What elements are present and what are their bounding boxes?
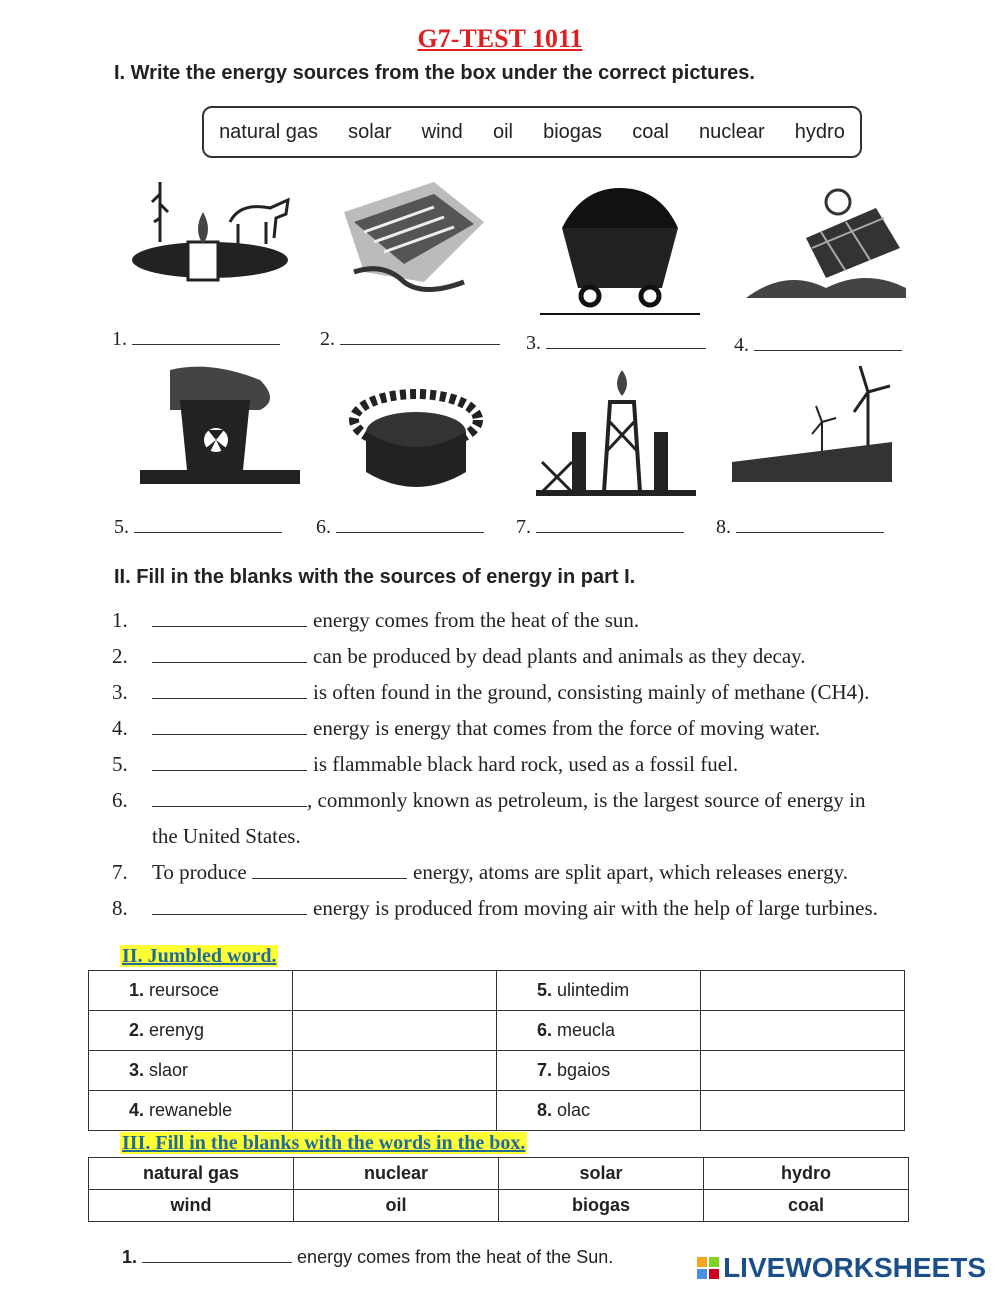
item-number: 6. [112,788,128,812]
box-word: oil [492,120,513,143]
box-word: nuclear [294,1158,499,1190]
item-number: 3. [112,680,128,704]
fill-item [112,746,932,782]
jumbled-heading: II. Jumbled word. [122,945,277,967]
box-word: wind [421,120,463,143]
table-row [89,1051,905,1091]
logo-icon [697,1257,719,1279]
box-word: wind [89,1190,294,1222]
answer-blank[interactable] [754,332,902,351]
fill-item [112,890,932,926]
answer-cell[interactable] [293,1011,497,1051]
answer-line [526,330,706,355]
jumbled-table [88,970,905,1131]
jumbled-word: 1. reursoce [89,971,293,1011]
item-number: 8. [112,896,128,920]
jumbled-word: 3. slaor [89,1051,293,1091]
jumbled-word: 8. olac [497,1091,701,1131]
answer-blank[interactable] [134,514,282,533]
answer-blank[interactable] [142,1246,292,1263]
item-number: 2. [112,644,128,668]
answer-cell[interactable] [701,971,905,1011]
item-text: energy comes from the heat of the sun. [313,608,640,632]
box-word: nuclear [699,120,765,143]
liveworksheets-logo[interactable] [697,1252,986,1284]
box-word: hydro [704,1158,909,1190]
table-row [89,1190,909,1222]
answer-blank[interactable] [152,750,307,771]
item-text: energy, atoms are split apart, which releases energy. [413,860,849,884]
hydro-dam-picture [334,172,494,312]
answer-number: 3. [526,332,541,354]
box-word: coal [632,120,669,143]
answer-line [114,514,282,539]
item-text: energy comes from the heat of the Sun. [297,1247,614,1267]
box-word: solar [348,120,392,143]
answer-blank[interactable] [152,894,307,915]
answer-blank[interactable] [132,326,280,345]
item-number: 7. [112,860,128,884]
answer-cell[interactable] [293,1051,497,1091]
answer-cell[interactable] [293,971,497,1011]
answer-blank[interactable] [152,786,307,807]
answer-blank[interactable] [546,330,706,349]
jumbled-word: 5. ulintedim [497,971,701,1011]
answer-line [716,514,884,539]
answer-blank[interactable] [252,858,407,879]
answer-cell[interactable] [701,1051,905,1091]
answer-line [112,326,280,351]
box-word: solar [499,1158,704,1190]
table-row [89,1011,905,1051]
box-word: coal [704,1190,909,1222]
answer-blank[interactable] [152,714,307,735]
item-text: can be produced by dead plants and animals as they decay. [313,644,806,668]
coal-cart-picture [540,178,700,318]
answer-line [516,514,684,539]
answer-number: 5. [114,516,129,538]
answer-blank[interactable] [152,606,307,627]
item-text: energy is produced from moving air with the help of large turbines. [313,896,878,920]
item-text: is flammable black hard rock, used as a fossil fuel. [313,752,739,776]
jumbled-word: 4. rewaneble [89,1091,293,1131]
jumbled-word: 7. bgaios [497,1051,701,1091]
word-box [202,106,862,158]
box-word: biogas [499,1190,704,1222]
table-row [89,1158,909,1190]
part3-question [122,1246,613,1268]
answer-line [320,326,500,351]
box-word: hydro [794,120,845,143]
table-row [89,1091,905,1131]
answer-number: 4. [734,334,749,356]
fill-item [112,854,932,890]
nuclear-plant-picture [140,360,300,500]
item-number: 4. [112,716,128,740]
fill-item [112,602,932,638]
answer-cell[interactable] [701,1011,905,1051]
fill-item [112,710,932,746]
box-word: oil [294,1190,499,1222]
gas-burner-picture [344,370,504,510]
answer-number: 1. [112,328,127,350]
part2-list [112,602,932,926]
biogas-picture [130,172,290,312]
jumbled-word: 6. meucla [497,1011,701,1051]
answer-number: 6. [316,516,331,538]
answer-cell[interactable] [293,1091,497,1131]
answer-number: 8. [716,516,731,538]
fill-item [112,782,932,818]
answer-blank[interactable] [152,678,307,699]
fill-item [112,638,932,674]
item-number: 5. [112,752,128,776]
answer-blank[interactable] [736,514,884,533]
answer-blank[interactable] [340,326,500,345]
item-text: is often found in the ground, consisting mainly of methane (CH4). [313,680,870,704]
oil-rig-picture [536,362,696,502]
solar-panel-picture [746,168,906,308]
answer-number: 7. [516,516,531,538]
table-row [89,971,905,1011]
answer-blank[interactable] [336,514,484,533]
fill-item [112,674,932,710]
answer-number: 2. [320,328,335,350]
box-word: natural gas [89,1158,294,1190]
part3-heading: III. Fill in the blanks with the words in the box. [122,1132,526,1154]
jumbled-word: 2. erenyg [89,1011,293,1051]
logo-text: LIVEWORKSHEETS [723,1252,986,1283]
item-pre-text: To produce [152,860,247,884]
item-number: 1. [122,1247,138,1267]
part2-heading: II. Fill in the blanks with the sources of energy in part I. [114,566,636,588]
fill-item [112,818,932,854]
answer-line [316,514,484,539]
answer-blank[interactable] [152,642,307,663]
item-number: 1. [112,608,128,632]
part1-heading: I. Write the energy sources from the box under the correct pictures. [114,62,755,84]
wind-turbine-picture [732,362,892,502]
item-text: energy is energy that comes from the force of moving water. [313,716,821,740]
box-word: biogas [543,120,603,143]
box-word: natural gas [219,120,319,143]
answer-blank[interactable] [536,514,684,533]
answer-cell[interactable] [701,1091,905,1131]
word-box-table [88,1157,909,1222]
page-title: G7-TEST 1011 [417,24,583,53]
item-text: , commonly known as petroleum, is the largest source of energy in [307,788,866,812]
answer-line [734,332,902,357]
item-text: the United States. [152,824,301,848]
